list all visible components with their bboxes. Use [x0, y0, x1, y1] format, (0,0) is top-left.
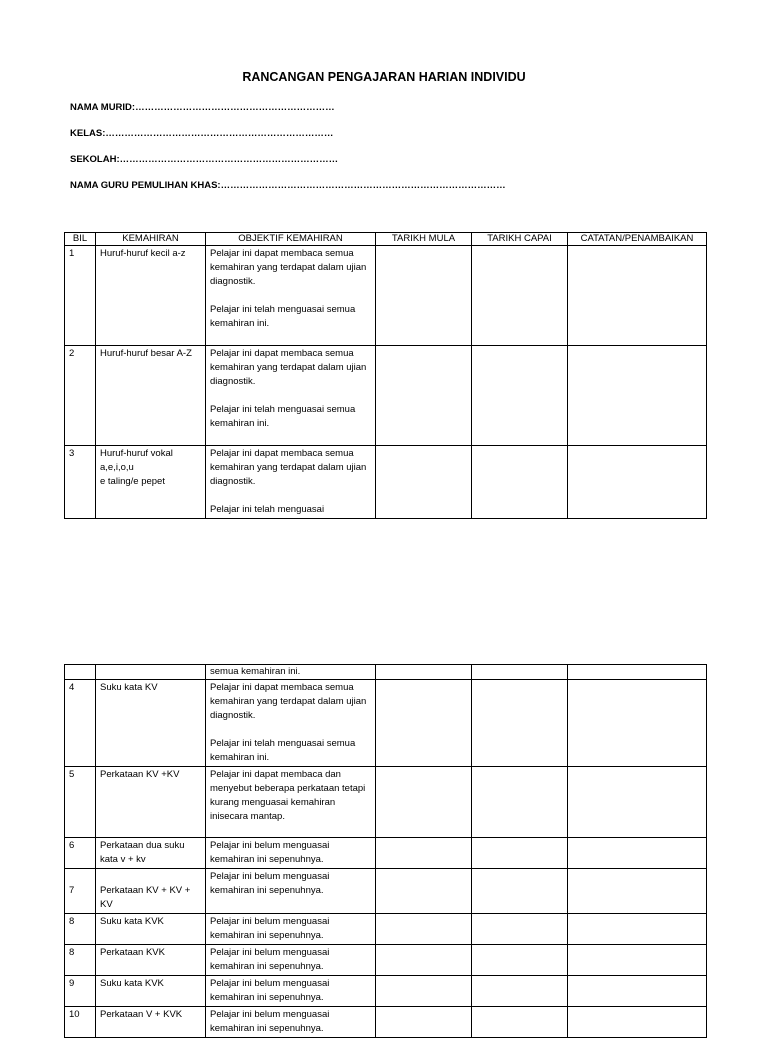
table-row-continuation [65, 665, 707, 680]
row-kemahiran [96, 838, 206, 869]
kemahiran-text: Huruf-huruf kecil a-z [100, 248, 186, 259]
objektif-text: Pelajar ini belum menguasai kemahiran ini sepenuhnya. [210, 840, 330, 865]
kemahiran-text: Perkataan V + KVK [100, 1009, 183, 1020]
table-row [65, 838, 707, 869]
kemahiran-text: Perkataan dua suku kata v + kv [100, 840, 185, 865]
row-bil: 9 [65, 976, 96, 1007]
table-row [65, 976, 707, 1007]
cell-catatan[interactable] [568, 680, 707, 767]
table-row [65, 246, 707, 346]
row-kemahiran [96, 446, 206, 519]
row-bil: 1 [65, 246, 96, 346]
field-sekolah: SEKOLAH:…………………………………………………………… [70, 154, 339, 165]
cell-tarikh-capai[interactable] [472, 665, 568, 680]
table-row [65, 945, 707, 976]
header-tarikh-mula: TARIKH MULA [376, 233, 472, 246]
cell-catatan[interactable] [568, 838, 707, 869]
cell-catatan[interactable] [568, 446, 707, 519]
row-bil: 10 [65, 1007, 96, 1038]
cell-tarikh-mula[interactable] [376, 945, 472, 976]
cell-tarikh-capai[interactable] [472, 767, 568, 838]
cell-tarikh-capai[interactable] [472, 976, 568, 1007]
row-bil [65, 665, 96, 680]
cell-catatan[interactable] [568, 1007, 707, 1038]
objektif-text: Pelajar ini dapat membaca semua kemahiran yang terdapat dalam ujian diagnostik. [210, 348, 367, 387]
cell-tarikh-mula[interactable] [376, 246, 472, 346]
row-bil: 6 [65, 838, 96, 869]
row-objektif [206, 976, 376, 1007]
row-kemahiran [96, 869, 206, 914]
cell-tarikh-capai[interactable] [472, 914, 568, 945]
cell-tarikh-capai[interactable] [472, 346, 568, 446]
cell-catatan[interactable] [568, 246, 707, 346]
row-objektif [206, 246, 376, 346]
field-nama-guru: NAMA GURU PEMULIHAN KHAS:……………………………………………………………………………… [70, 180, 506, 191]
cell-tarikh-capai[interactable] [472, 838, 568, 869]
row-objektif [206, 838, 376, 869]
kemahiran-text: Suku kata KVK [100, 916, 164, 927]
row-bil: 8 [65, 914, 96, 945]
row-objektif [206, 665, 376, 680]
row-kemahiran [96, 346, 206, 446]
cell-tarikh-mula[interactable] [376, 680, 472, 767]
row-kemahiran [96, 945, 206, 976]
kemahiran-text: Perkataan KVK [100, 947, 165, 958]
cell-tarikh-mula[interactable] [376, 1007, 472, 1038]
cell-tarikh-mula[interactable] [376, 838, 472, 869]
row-objektif [206, 767, 376, 838]
cell-catatan[interactable] [568, 914, 707, 945]
row-kemahiran [96, 665, 206, 680]
cell-tarikh-capai[interactable] [472, 246, 568, 346]
cell-catatan[interactable] [568, 869, 707, 914]
objektif-text: Pelajar ini dapat membaca semua kemahiran yang terdapat dalam ujian diagnostik. [210, 448, 367, 487]
header-tarikh-capai: TARIKH CAPAI [472, 233, 568, 246]
row-bil: 2 [65, 346, 96, 446]
row-objektif [206, 446, 376, 519]
field-nama-murid: NAMA MURID:……………………………………………………… [70, 102, 335, 113]
row-kemahiran [96, 914, 206, 945]
skills-table-part-1 [64, 232, 707, 519]
document-title: RANCANGAN PENGAJARAN HARIAN INDIVIDU [242, 70, 526, 84]
row-kemahiran [96, 680, 206, 767]
cell-tarikh-capai[interactable] [472, 446, 568, 519]
row-kemahiran [96, 976, 206, 1007]
objektif-continuation: semua kemahiran ini. [210, 666, 301, 677]
table-header-row [65, 233, 707, 246]
cell-tarikh-mula[interactable] [376, 914, 472, 945]
cell-tarikh-mula[interactable] [376, 869, 472, 914]
objektif-note: Pelajar ini telah menguasai [210, 504, 325, 515]
cell-tarikh-mula[interactable] [376, 346, 472, 446]
cell-tarikh-mula[interactable] [376, 446, 472, 519]
table-row [65, 869, 707, 914]
cell-tarikh-capai[interactable] [472, 869, 568, 914]
row-objektif [206, 346, 376, 446]
kemahiran-text: Huruf-huruf besar A-Z [100, 348, 192, 359]
row-objektif [206, 945, 376, 976]
kemahiran-text: Perkataan KV +KV [100, 769, 180, 780]
cell-catatan[interactable] [568, 976, 707, 1007]
row-bil: 7 [65, 869, 96, 914]
row-bil: 4 [65, 680, 96, 767]
kemahiran-text: Perkataan KV + KV + KV [100, 885, 191, 910]
objektif-text: Pelajar ini belum menguasai kemahiran ini sepenuhnya. [210, 916, 330, 941]
row-objektif [206, 914, 376, 945]
row-objektif [206, 869, 376, 914]
objektif-text: Pelajar ini belum menguasai kemahiran ini sepenuhnya. [210, 947, 330, 972]
row-bil: 5 [65, 767, 96, 838]
row-bil: 3 [65, 446, 96, 519]
kemahiran-text: Huruf-huruf vokal a,e,i,o,u e taling/e pepet [100, 448, 173, 487]
header-kemahiran: KEMAHIRAN [96, 233, 206, 246]
skills-table-part-2 [64, 664, 707, 1038]
cell-tarikh-mula[interactable] [376, 767, 472, 838]
cell-catatan[interactable] [568, 346, 707, 446]
cell-tarikh-capai[interactable] [472, 680, 568, 767]
header-bil: BIL [65, 233, 96, 246]
cell-catatan[interactable] [568, 665, 707, 680]
cell-tarikh-mula[interactable] [376, 665, 472, 680]
row-bil: 8 [65, 945, 96, 976]
cell-catatan[interactable] [568, 767, 707, 838]
kemahiran-text: Suku kata KV [100, 682, 158, 693]
cell-tarikh-mula[interactable] [376, 976, 472, 1007]
cell-catatan[interactable] [568, 945, 707, 976]
header-catatan: CATATAN/PENAMBAIKAN [568, 233, 707, 246]
objektif-text: Pelajar ini belum menguasai kemahiran ini sepenuhnya. [210, 978, 330, 1003]
objektif-text: Pelajar ini dapat membaca semua kemahiran yang terdapat dalam ujian diagnostik. [210, 682, 367, 721]
cell-tarikh-capai[interactable] [472, 945, 568, 976]
header-objektif: OBJEKTIF KEMAHIRAN [206, 233, 376, 246]
table-row [65, 680, 707, 767]
table-row [65, 914, 707, 945]
row-objektif [206, 1007, 376, 1038]
objektif-text: Pelajar ini belum menguasai kemahiran ini sepenuhnya. [210, 871, 330, 896]
cell-tarikh-capai[interactable] [472, 1007, 568, 1038]
kemahiran-text: Suku kata KVK [100, 978, 164, 989]
row-objektif [206, 680, 376, 767]
row-kemahiran [96, 246, 206, 346]
objektif-text: Pelajar ini belum menguasai kemahiran ini sepenuhnya. [210, 1009, 330, 1034]
table-row [65, 446, 707, 519]
field-kelas: KELAS:……………………………………………………………… [70, 128, 334, 139]
row-kemahiran [96, 1007, 206, 1038]
objektif-text: Pelajar ini dapat membaca semua kemahiran yang terdapat dalam ujian diagnostik. [210, 248, 367, 287]
table-row [65, 1007, 707, 1038]
table-row [65, 767, 707, 838]
objektif-note: Pelajar ini telah menguasai semua kemahiran ini. [210, 738, 356, 763]
table-row [65, 346, 707, 446]
objektif-note: Pelajar ini telah menguasai semua kemahiran ini. [210, 404, 356, 429]
row-kemahiran [96, 767, 206, 838]
objektif-note: Pelajar ini telah menguasai semua kemahiran ini. [210, 304, 356, 329]
objektif-text: Pelajar ini dapat membaca dan menyebut beberapa perkataan tetapi kurang menguasai kemahiran inisecara mantap. [210, 769, 366, 822]
